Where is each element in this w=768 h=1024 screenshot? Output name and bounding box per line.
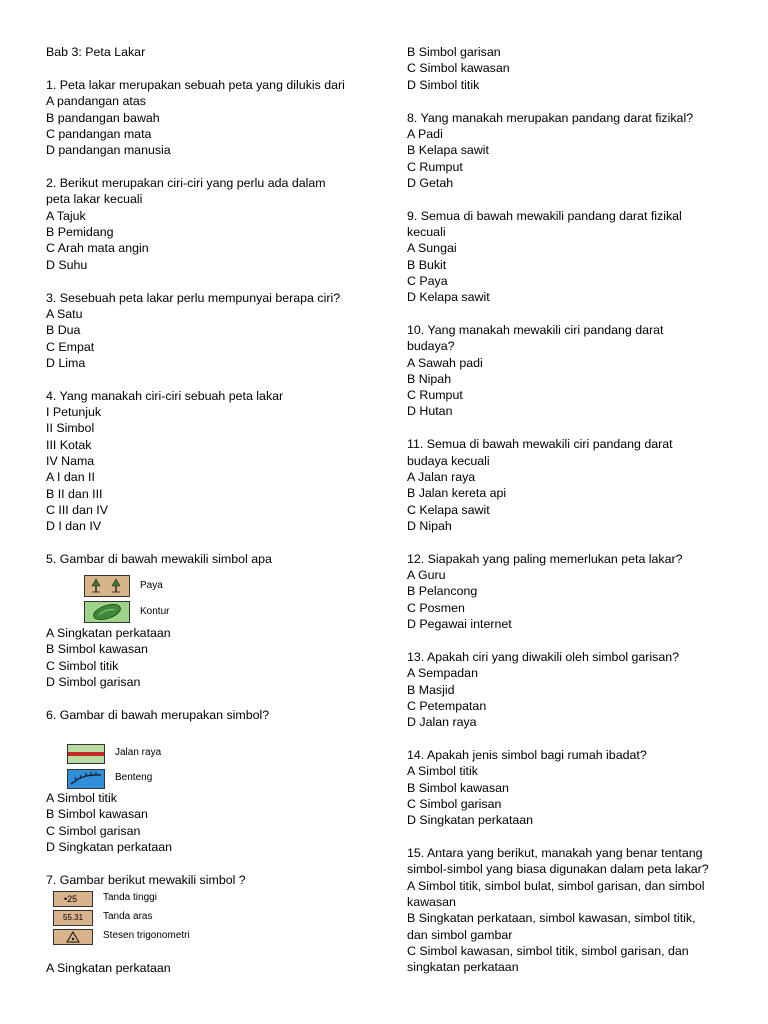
right-line: kecuali	[407, 225, 446, 239]
left-line: B Pemidang	[46, 225, 114, 239]
right-line: B Nipah	[407, 372, 452, 386]
right-line: 12. Siapakah yang paling memerlukan peta lakar?	[407, 552, 683, 566]
right-line: D Getah	[407, 176, 454, 190]
tanda-tinggi-label: Tanda tinggi	[103, 892, 157, 903]
right-line: A Sawah padi	[407, 356, 483, 370]
left-line: C Arah mata angin	[46, 241, 149, 255]
right-line: 13. Apakah ciri yang diwakili oleh simbol garisan?	[407, 650, 680, 664]
q7-figure	[53, 891, 273, 945]
right-line: A Jalan raya	[407, 470, 476, 484]
right-line: B Simbol garisan	[407, 45, 501, 59]
right-line: B Pelancong	[407, 584, 478, 598]
left-line: peta lakar kecuali	[46, 192, 143, 206]
contour-icon	[85, 602, 129, 622]
right-line: B Bukit	[407, 258, 447, 272]
left-line: D pandangan manusia	[46, 143, 171, 157]
stesen-symbol	[53, 929, 93, 945]
right-line: C Rumput	[407, 160, 463, 174]
right-line: C Petempatan	[407, 699, 487, 713]
left-line: A Singkatan perkataan	[46, 961, 171, 975]
right-line: C Rumput	[407, 388, 463, 402]
right-line: B Masjid	[407, 683, 455, 697]
tanda-tinggi-value: •25	[64, 894, 78, 904]
right-line: 9. Semua di bawah mewakili pandang darat fizikal	[407, 209, 682, 223]
left-line: B Dua	[46, 323, 81, 337]
right-line: C Posmen	[407, 601, 465, 615]
left-line: A Tajuk	[46, 209, 86, 223]
right-line: A Sungai	[407, 241, 457, 255]
right-line: D Kelapa sawit	[407, 290, 490, 304]
right-line: 14. Apakah jenis simbol bagi rumah ibadat?	[407, 748, 647, 762]
right-line: A Padi	[407, 127, 443, 141]
right-line: D Singkatan perkataan	[407, 813, 534, 827]
right-line: dan simbol gambar	[407, 928, 513, 942]
left-line: 6. Gambar di bawah merupakan simbol?	[46, 708, 270, 722]
fortification-icon	[68, 770, 104, 788]
left-line: D Simbol garisan	[46, 675, 141, 689]
left-line: 5. Gambar di bawah mewakili simbol apa	[46, 552, 272, 566]
right-line: 15. Antara yang berikut, manakah yang benar tentang	[407, 846, 703, 860]
right-line: B Jalan kereta api	[407, 486, 507, 500]
tanda-aras-value: 55.31	[63, 913, 84, 922]
right-line: A Simbol titik, simbol bulat, simbol garisan, dan simbol	[407, 879, 705, 893]
left-line: C Simbol garisan	[46, 824, 141, 838]
left-line: C Empat	[46, 340, 95, 354]
right-line: C Simbol kawasan	[407, 61, 510, 75]
left-line: 4. Yang manakah ciri-ciri sebuah peta lakar	[46, 389, 284, 403]
left-line: A pandangan atas	[46, 94, 146, 108]
q5-figure	[84, 575, 284, 623]
right-line: C Paya	[407, 274, 448, 288]
right-line: C Simbol garisan	[407, 797, 502, 811]
left-line: B pandangan bawah	[46, 111, 160, 125]
left-line: 3. Sesebuah peta lakar perlu mempunyai berapa ciri?	[46, 291, 341, 305]
right-line: budaya?	[407, 339, 455, 353]
left-line: A Simbol titik	[46, 791, 117, 805]
right-line: kawasan	[407, 895, 456, 909]
right-line: B Singkatan perkataan, simbol kawasan, simbol titik,	[407, 911, 696, 925]
left-line: 2. Berikut merupakan ciri-ciri yang perlu ada dalam	[46, 176, 326, 190]
left-line: D Suhu	[46, 258, 88, 272]
right-line: simbol-simbol yang biasa digunakan dalam peta lakar?	[407, 862, 709, 876]
left-line: A Singkatan perkataan	[46, 626, 171, 640]
kontur-label: Kontur	[140, 606, 170, 617]
jalan-raya-symbol	[67, 744, 105, 764]
paya-label: Paya	[140, 580, 163, 591]
left-line: A I dan II	[46, 470, 95, 484]
right-line: 8. Yang manakah merupakan pandang darat fizikal?	[407, 111, 694, 125]
right-line: 10. Yang manakah mewakili ciri pandang darat	[407, 323, 664, 337]
right-line: singkatan perkataan	[407, 960, 519, 974]
jalan-raya-label: Jalan raya	[115, 747, 162, 758]
left-line: B Simbol kawasan	[46, 807, 148, 821]
left-line: Bab 3: Peta Lakar	[46, 45, 146, 59]
right-line: A Guru	[407, 568, 446, 582]
right-line: A Sempadan	[407, 666, 478, 680]
left-line: I Petunjuk	[46, 405, 102, 419]
paya-symbol	[84, 575, 130, 597]
left-line: 7. Gambar berikut mewakili simbol ?	[46, 873, 246, 887]
right-line: D Jalan raya	[407, 715, 477, 729]
left-line: IV Nama	[46, 454, 95, 468]
left-line: D Singkatan perkataan	[46, 840, 173, 854]
tanda-tinggi-symbol	[53, 891, 93, 907]
stesen-label: Stesen trigonometri	[103, 930, 190, 941]
left-line: A Satu	[46, 307, 83, 321]
right-line: C Kelapa sawit	[407, 503, 490, 517]
right-line: B Kelapa sawit	[407, 143, 489, 157]
left-line: D I dan IV	[46, 519, 102, 533]
left-line: III Kotak	[46, 438, 92, 452]
right-line: 11. Semua di bawah mewakili ciri pandang darat	[407, 437, 673, 451]
left-line: C III dan IV	[46, 503, 108, 517]
benteng-symbol	[67, 769, 105, 789]
tanda-aras-label: Tanda aras	[103, 911, 153, 922]
tanda-aras-symbol	[53, 910, 93, 926]
triangle-icon	[54, 930, 92, 944]
right-line: C Simbol kawasan, simbol titik, simbol garisan, dan	[407, 944, 689, 958]
benteng-label: Benteng	[115, 772, 153, 783]
right-line: D Nipah	[407, 519, 452, 533]
left-line: C pandangan mata	[46, 127, 152, 141]
kontur-symbol	[84, 601, 130, 623]
left-line: 1. Peta lakar merupakan sebuah peta yang dilukis dari	[46, 78, 345, 92]
tree-icon	[85, 576, 129, 596]
right-line: D Pegawai internet	[407, 617, 512, 631]
left-line: B Simbol kawasan	[46, 642, 148, 656]
right-line: B Simbol kawasan	[407, 781, 509, 795]
left-line: C Simbol titik	[46, 659, 119, 673]
left-line: D Lima	[46, 356, 86, 370]
right-line: A Simbol titik	[407, 764, 478, 778]
right-line: budaya kecuali	[407, 454, 490, 468]
q6-figure	[67, 744, 267, 790]
left-line: II Simbol	[46, 421, 95, 435]
left-line: B II dan III	[46, 487, 103, 501]
right-line: D Hutan	[407, 404, 453, 418]
right-line: D Simbol titik	[407, 78, 480, 92]
